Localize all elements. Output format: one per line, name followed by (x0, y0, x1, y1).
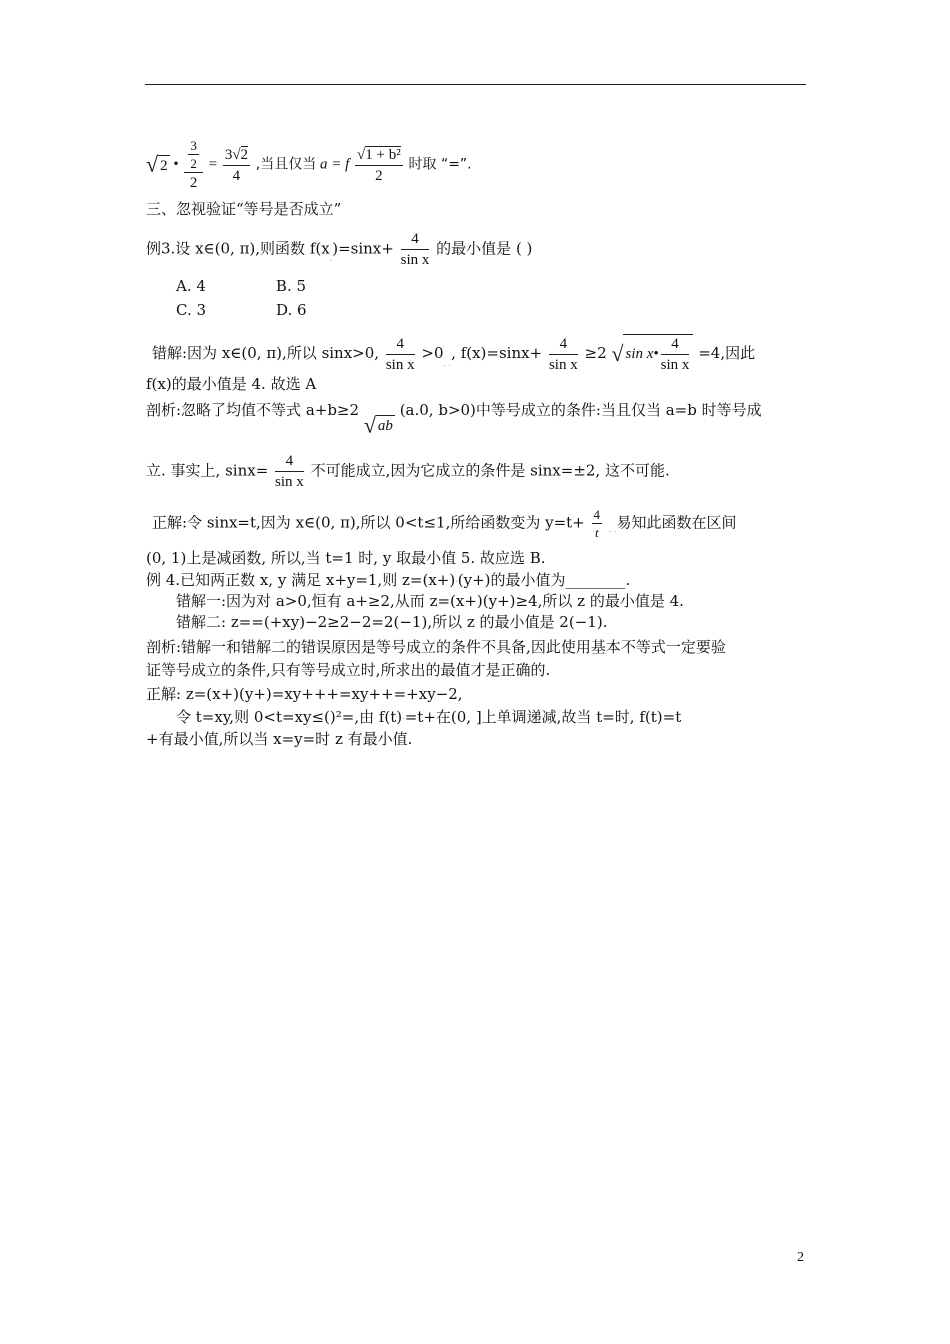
correct-solution-conclusion: (0, 1)上是减函数, 所以,当 t=1 时, y 取最小值 5. 故应选 B. (146, 549, 546, 567)
example-4-question: 例 4.已知两正数 x, y 满足 x+y=1,则 z=(x+).(y+)的最小值为________. (146, 571, 631, 589)
wrong-solution-line: 错解:因为 x∈(0, π),所以 sinx>0, $\frac{4}{\text{sin x}}$ >0. ., f(x)=sinx+ $\frac{4}{\text{sin x}}$ ≥2 √ sin x• $\frac{4}{\text{sin x}}$ =4,因此 (152, 335, 756, 373)
wrong-solution-1: 错解一:因为对 a>0,恒有 a+≥2,从而 z=(x+)(y+)≥4,所以 z 的最小值是 4. (176, 592, 684, 610)
analysis-4-line-2: 证等号成立的条件,只有等号成立时,所求出的最值才是正确的. (146, 661, 551, 679)
options-row-2 (176, 300, 307, 320)
dot-operator: • (173, 156, 179, 173)
correct-4-line-3: +有最小值,所以当 x=y=时 z 有最小值. (146, 730, 413, 748)
wrong-solution-2: 错解二: z==(+xy)−2≥2−2=2(−1),所以 z 的最小值是 2(−1). (176, 613, 608, 631)
options-row-1 (176, 276, 306, 296)
fraction-3sqrt2-over-4: $\frac{3√2}{4}$ (224, 146, 249, 184)
example-3-question: 例3.设 x∈(0, π),则函数 f(x.)=sinx+ $\frac{4}{\text{sin x}}$ 的最小值是 ( ) (146, 231, 533, 268)
sqrt-two: √ 2 (146, 152, 168, 178)
option-a: A. 4 (176, 277, 206, 295)
wrong-solution-conclusion: f(x)的最小值是 4. 故选 A (146, 375, 317, 393)
correct-4-line-1: 正解: z=(x+)(y+)=xy+++=xy++=+xy−2, (146, 685, 463, 703)
analysis-4-line-1: 剖析:错解一和错解二的错误原因是等号成立的条件不具备,因此使用基本不等式一定要验 (146, 638, 726, 656)
option-c: C. 3 (176, 301, 207, 319)
header-rule (145, 84, 806, 85)
correct-solution-line: 正解:令 sinx=t,因为 x∈(0, π),所以 0<t≤1,所给函数变为 y=t+ $\frac{4}{t}$ . .易知此函数在区间 (152, 507, 737, 540)
option-d: D. 6 (276, 301, 307, 319)
analysis-line-2: 立. 事实上, sinx= $\frac{4}{\text{sin x}}$ 不可能成立,因为它成立的条件是 sinx=±2, 这不可能. (146, 453, 670, 490)
section-heading: 三、忽视验证“等号是否成立” (146, 200, 342, 218)
option-b: B. 5 (275, 277, 307, 295)
analysis-line-1: 剖析:忽略了均值不等式 a+b≥2 √ ab (a.0, b>0)中等号成立的条件:当且仅当 a=b 时等号成 (146, 401, 762, 438)
correct-4-line-2: 令 t=xy,则 0<t=xy≤()²=,由 f(t).=t+在(0, ]上单调递减,故当 t=时, f(t)=t (176, 708, 682, 726)
page-number: 2 (797, 1250, 804, 1265)
formula-line: √ 2 • $\frac{\frac{3}{2}}{2}$ = $\frac{3√2}{4}$ ,当且仅当 a = f $\frac{\text{√1 + b²}}{2}$ 时取 “=”. (146, 138, 472, 191)
fraction-3-2-over-2: $\frac{\frac{3}{2}}{2}$ (184, 138, 203, 192)
fraction-sqrt-over-2: $\frac{\text{√1 + b²}}{2}$ (357, 146, 401, 184)
